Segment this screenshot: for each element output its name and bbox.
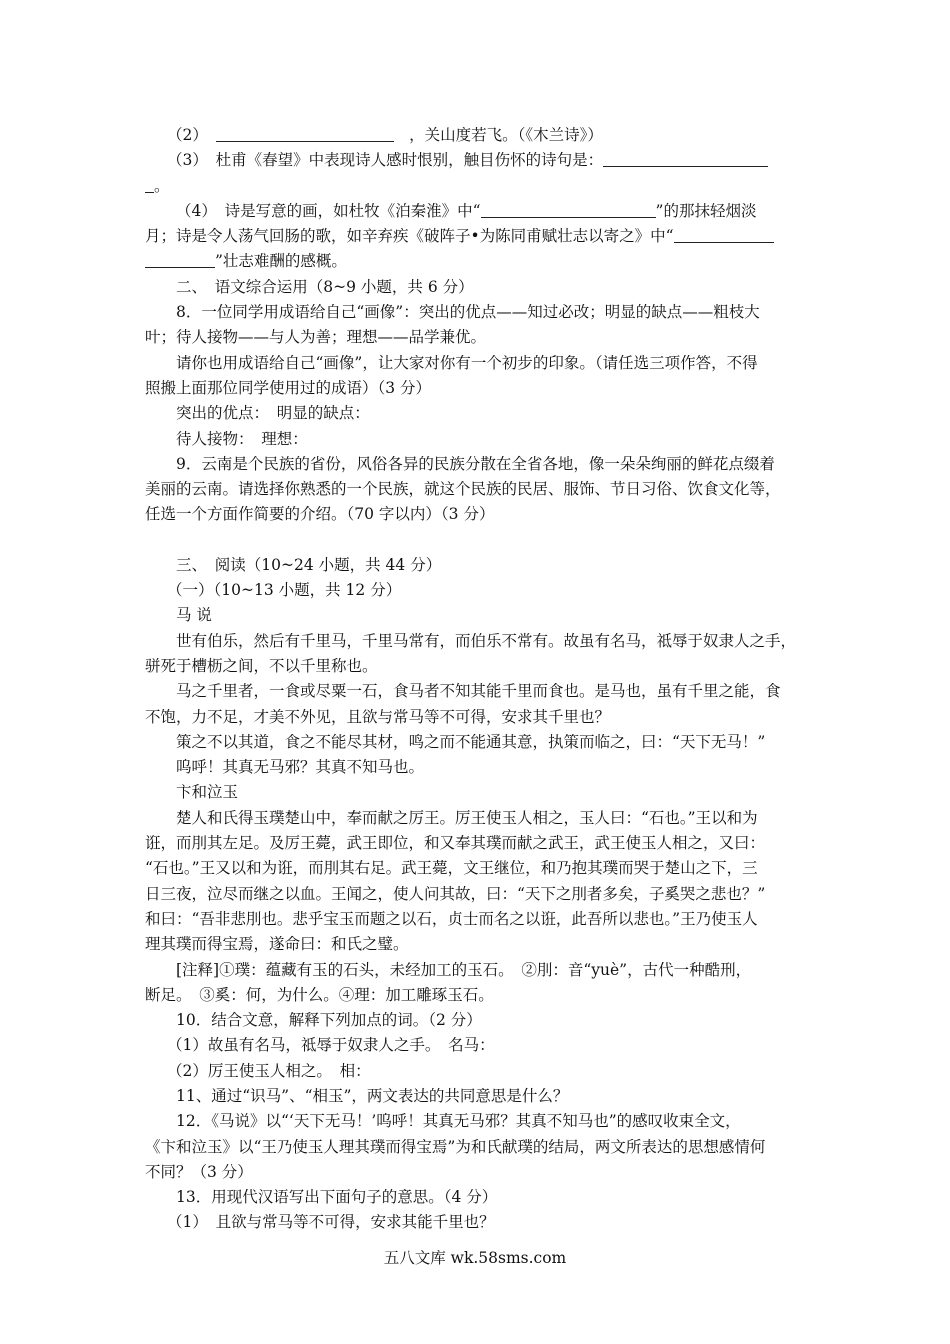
passage-1-title: 马 说 [176,606,212,625]
passage-1-para: 马之千里者，一食或尽粟一石，食马者不知其能千里而食也。是马也，虽有千里之能，食 [176,682,781,701]
passage-2-para: 诳，而刖其左足。及厉王薨，武王即位，和又奉其璞而献之武王，武王使玉人相之，又曰： [145,834,766,853]
passage-2-title: 卞和泣玉 [176,783,239,802]
q9-text-cont2: 任选一个方面作简要的介绍。（70 字以内）（3 分） [145,505,495,524]
q7-item-4-line3: ”壮志难酬的感概。 [145,249,810,274]
annotation: [注释]①璞：蕴藏有玉的石头，未经加工的玉石。 ②刖：音“yuè”，古代一种酷刑， [176,960,752,979]
passage-1-para: 不饱，力不足，才美不外见，且欲与常马等不可得，安求其千里也？ [145,707,611,726]
q12-text-cont2: 不同？（3 分） [145,1162,253,1181]
page-footer: 五八文库 wk.58sms.com [383,1249,567,1267]
answer-blank [216,125,394,142]
q10-text: 10．结合文意，解释下列加点的词。（2 分） [176,1011,482,1030]
document-body [145,123,810,1236]
answer-blank [603,150,768,167]
q12-text-cont: 《卞和泣玉》以“王乃使玉人理其璞而得宝焉”为和氏献璞的结局，两文所表达的思想感情何 [145,1137,766,1156]
q13-item-1: （1） 且欲与常马等不可得，安求其能千里也？ [167,1213,495,1232]
answer-blank [145,176,154,193]
passage-2-para: “石也。”王又以和为诳，而刖其右足。武王薨，文王继位，和乃抱其璞而哭于楚山之下，三 [145,859,758,878]
q12-text: 12．《马说》以“‘天下无马！’呜呼！其真无马邪？其真不知马也”的感叹收束全文， [176,1112,741,1131]
passage-1-para: 策之不以其道，食之不能尽其材，鸣之而不能通其意，执策而临之，曰：“天下无马！” [176,732,766,751]
answer-blank [481,201,656,218]
q8-text: 8．一位同学用成语给自己“画像”：突出的优点——知过必改；明显的缺点——粗枝大 [176,303,760,322]
q7-item-3: （3） 杜甫《春望》中表现诗人感时恨别，触目伤怀的诗句是： [145,148,810,173]
passage-1-para: 骈死于槽枥之间，不以千里称也。 [145,656,378,675]
spacer [145,528,810,553]
passage-2-para: 日三夜，泣尽而继之以血。王闻之，使人问其故，曰：“天下之刖者多矣，子奚哭之悲也？” [145,884,766,903]
q7-item-3-cont: 。 [145,174,810,199]
q7-item-2: （2） ，关山度若飞。（《木兰诗》） [167,126,603,144]
passage-2-para: 和曰：“吾非悲刖也。悲乎宝玉而题之以石，贞士而名之以诳，此吾所以悲也。”王乃使玉人 [145,909,758,928]
q11-text: 11、通过“识马”、“相玉”，两文表达的共同意思是什么？ [176,1086,569,1105]
q8-instruction-cont: 照搬上面那位同学使用过的成语）（3 分） [145,378,432,397]
passage-1-para: 呜呼！其真无马邪？其真不知马也。 [176,758,425,777]
q10-item-1: （1）故虽有名马，祗辱于奴隶人之手。 名马： [167,1036,495,1055]
annotation-cont: 断足。 ③奚：何，为什么。④理：加工雕琢玉石。 [145,985,494,1004]
q8-answer-row-1: 突出的优点： 明显的缺点： [176,404,370,423]
q9-text-cont: 美丽的云南。请选择你熟悉的一个民族，就这个民族的民居、服饰、节日习俗、饮食文化等， [145,480,781,499]
q7-item-4-line2: 月；诗是令人荡气回肠的歌，如辛弃疾《破阵子•为陈同甫赋壮志以寄之》中“ [145,224,810,249]
q10-item-2: （2）厉王使玉人相之。 相： [167,1061,371,1080]
section-2-title: 二、 语文综合运用（8~9 小题，共 6 分） [176,277,474,296]
answer-blank [145,251,215,268]
passage-2-para: 楚人和氏得玉璞楚山中，奉而献之厉王。厉王使玉人相之，玉人曰：“石也。”王以和为 [176,808,758,827]
q8-answer-row-2: 待人接物： 理想： [176,429,308,448]
q8-instruction: 请你也用成语给自己“画像”，让大家对你有一个初步的印象。（请任选三项作答，不得 [176,353,758,372]
subsection-1-title: （一）（10~13 小题，共 12 分） [167,581,402,600]
passage-1-para: 世有伯乐，然后有千里马，千里马常有，而伯乐不常有。故虽有名马，祗辱于奴隶人之手， [176,631,797,650]
q8-text-cont: 叶；待人接物——与人为善；理想——品学兼优。 [145,328,487,347]
q7-item-4: （4） 诗是写意的画，如杜牧《泊秦淮》中“ ”的那抹轻烟淡 [176,201,757,220]
q9-text: 9．云南是个民族的省份，风俗各异的民族分散在全省各地，像一朵朵绚丽的鲜花点缀着 [176,454,775,473]
section-3-title: 三、 阅读（10~24 小题，共 44 分） [176,555,442,574]
passage-2-para: 理其璞而得宝焉，遂命曰：和氏之璧。 [145,935,409,954]
q13-text: 13．用现代汉语写出下面句子的意思。（4 分） [176,1188,498,1207]
answer-blank [674,226,774,243]
